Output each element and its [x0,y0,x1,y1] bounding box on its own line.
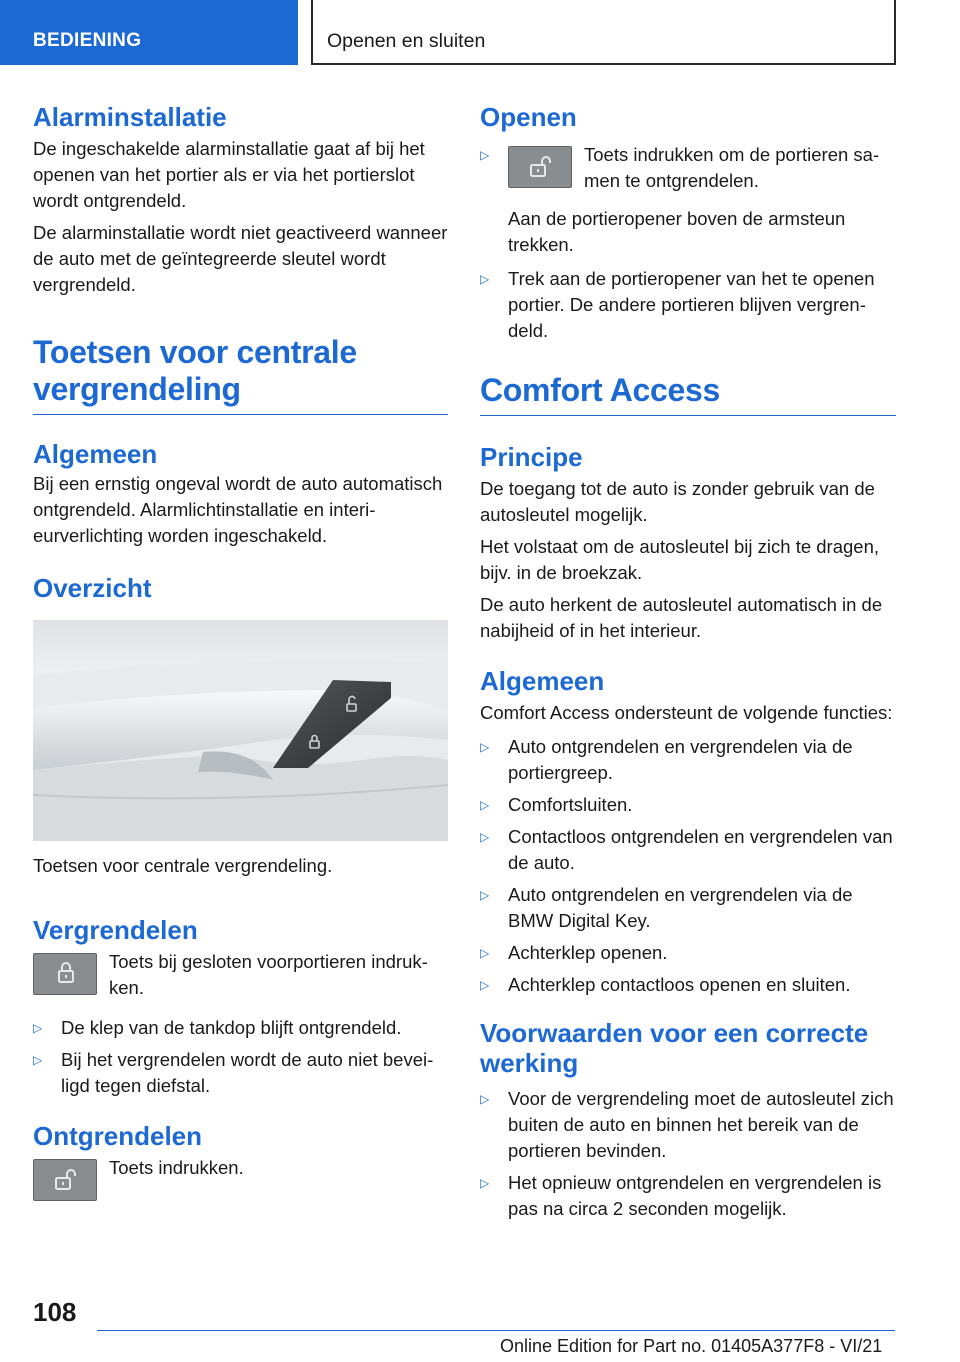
page-number: 108 [33,1297,77,1327]
lock-key-row [33,949,448,1001]
algemeen-heading-right: Algemeen [480,666,605,696]
triangle-bullet-icon: ▷ [480,798,490,812]
ontgrendelen-heading: Ontgrendelen [33,1121,203,1151]
triangle-bullet-icon: ▷ [480,272,490,286]
list-item: ▷ Voor de vergrendeling moet de autosleutel zich buiten de auto en binnen het bereik van de portieren bevinden. [480,1088,894,1161]
principe-paragraph-2: Het volstaat om de autosleutel bij zich te dragen, bijv. in de broekzak. [480,536,880,583]
unlock-key-row [33,1155,448,1205]
algemeen-heading: Algemeen [33,439,158,469]
triangle-bullet-icon: ▷ [33,1021,43,1035]
triangle-bullet-icon: ▷ [480,830,490,844]
list-item: ▷ Auto ontgrendelen en vergrendelen via de BMW Digital Key. [480,884,853,931]
lock-open-icon [34,1160,98,1202]
principe-paragraph-1: De toegang tot de auto is zonder gebruik van de autosleutel mogelijk. [480,478,875,525]
openen-key-text: Toets indrukken om de portieren samen te ontgrendelen. [584,144,880,191]
list-item: ▷ Achterklep openen. [480,940,896,966]
principe-paragraph-3: De auto herkent de autosleutel automatisch in de nabijheid of in het interieur. [480,594,883,641]
openen-key-subtext: Aan de portieropener boven de armsteun trekken. [508,208,846,255]
section-title: BEDIENING [33,30,142,51]
list-item: ▷ Contactloos ontgrendelen en vergrendelen van de auto. [480,826,893,873]
door-handle-photo [33,620,448,841]
triangle-bullet-icon: ▷ [480,1176,490,1190]
triangle-bullet-icon: ▷ [480,1092,490,1106]
lock-closed-icon [34,954,98,996]
overzicht-heading: Overzicht [33,573,152,603]
list-item: ▷ Auto ontgrendelen en vergrendelen via de portiergreep. [480,736,853,783]
lock-button[interactable] [33,953,97,995]
left-column [33,102,448,1205]
list-item: ▷ De klep van de tankdop blijft ontgrendeld. [33,1015,448,1041]
openen-key-row [480,142,896,258]
openen-list [480,266,896,344]
footer-rule [97,1330,895,1331]
list-item: ▷ Comfortsluiten. [480,792,896,818]
toetsen-heading-block [33,334,448,415]
comfort-heading: Comfort Access [480,372,721,408]
comfort-functions-list [480,734,896,998]
triangle-bullet-icon: ▷ [480,946,490,960]
door-handle-illustration [33,620,448,841]
photo-caption: Toetsen voor centrale vergrendeling. [33,855,333,876]
chapter-title: Openen en sluiten [327,30,486,52]
alarm-heading: Alarminstallatie [33,102,227,132]
alarm-paragraph-1: De ingeschakelde alarminstallatie gaat af bij het openen van het portier als er via het portierslot wordt ontgrendeld. [33,138,425,211]
lock-key-text: Toets bij gesloten voorportieren indrukken. [109,951,428,998]
triangle-bullet-icon: ▷ [480,740,490,754]
chapter-tab [311,0,896,65]
algemeen-paragraph-right: Comfort Access ondersteunt de volgende functies: [480,702,893,723]
openen-heading: Openen [480,102,577,132]
toetsen-heading: Toetsen voor centrale vergrendeling [33,334,357,407]
list-item: ▷ Bij het vergrendelen wordt de auto niet beveiligd tegen diefstal. [33,1049,434,1096]
voorwaarden-heading: Voorwaarden voor een correcte werking [480,1018,869,1078]
unlock-button[interactable] [33,1159,97,1201]
triangle-bullet-icon: ▷ [480,148,490,162]
lock-open-icon [509,147,573,189]
vergrendelen-list [33,1015,448,1099]
unlock-button[interactable] [508,146,572,188]
list-item: ▷ Trek aan de portieropener van het te openen portier. De andere portieren blijven vergrendeld. [480,268,875,341]
list-item: ▷ Achterklep contactloos openen en sluiten. [480,972,896,998]
voorwaarden-list [480,1086,896,1222]
alarm-paragraph-2: De alarminstallatie wordt niet geactiveerd wanneer de auto met de geïntegreerde sleutel wordt vergrendeld. [33,222,448,295]
principe-heading: Principe [480,442,583,472]
section-tab [0,0,298,65]
triangle-bullet-icon: ▷ [480,888,490,902]
right-column [480,102,896,1228]
triangle-bullet-icon: ▷ [33,1053,43,1067]
unlock-key-text: Toets indrukken. [109,1157,244,1178]
comfort-heading-block [480,372,896,416]
triangle-bullet-icon: ▷ [480,978,490,992]
list-item: ▷ Het opnieuw ontgrendelen en vergrendelen is pas na circa 2 seconden mogelijk. [480,1172,882,1219]
edition-text: Online Edition for Part no. 01405A377F8 - VI/21 [500,1336,883,1356]
algemeen-paragraph: Bij een ernstig ongeval wordt de auto automatisch ontgrendeld. Alarmlichtinstallatie en interieurverlichting worden ingeschakeld. [33,473,443,546]
vergrendelen-heading: Vergrendelen [33,915,198,945]
